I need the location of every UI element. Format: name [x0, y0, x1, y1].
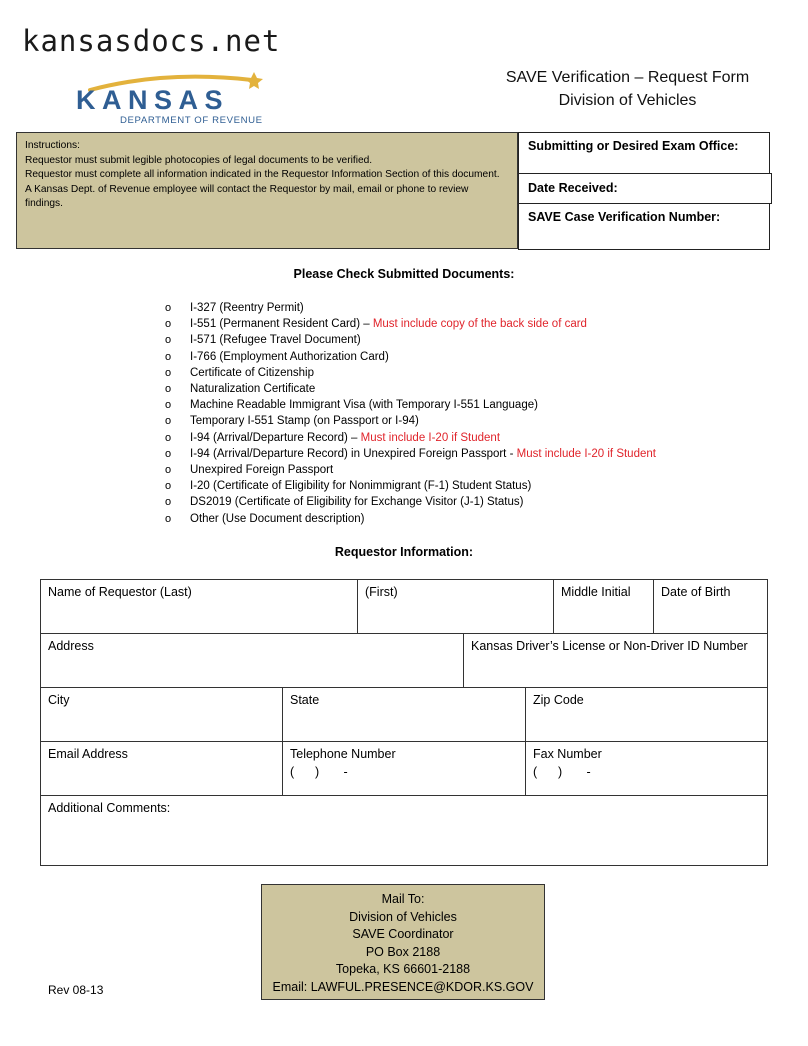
telephone-label: Telephone Number [290, 747, 396, 761]
mail-to-line: Topeka, KS 66601-2188 [335, 962, 471, 977]
document-label: I-94 (Arrival/Departure Record) in Unexpired Foreign Passport - [190, 447, 517, 460]
document-option[interactable] [165, 332, 656, 348]
document-option[interactable] [165, 381, 656, 397]
instructions-heading: Instructions: [25, 140, 80, 151]
document-option[interactable] [165, 462, 656, 478]
logo-subtitle: DEPARTMENT OF REVENUE [120, 115, 263, 126]
checkbox-circle-icon[interactable]: o [165, 512, 172, 525]
checkbox-circle-icon[interactable]: o [165, 480, 172, 493]
email-field[interactable] [40, 741, 283, 796]
document-note: Must include copy of the back side of card [372, 318, 587, 331]
document-label: Naturalization Certificate [190, 383, 316, 396]
checkbox-circle-icon[interactable]: o [165, 318, 172, 331]
telephone-field[interactable] [282, 741, 526, 796]
case-number-field[interactable] [518, 203, 770, 250]
mail-to-email[interactable]: Email: LAWFUL.PRESENCE@KDOR.KS.GOV [272, 979, 534, 994]
checkbox-circle-icon[interactable]: o [165, 334, 172, 347]
document-option[interactable] [165, 397, 656, 413]
checkbox-circle-icon[interactable]: o [165, 302, 172, 314]
document-label: Other (Use Document description) [190, 512, 365, 525]
checkbox-circle-icon[interactable]: o [165, 366, 172, 379]
form-title-line2: Division of Vehicles [558, 92, 697, 109]
document-option[interactable] [165, 413, 656, 429]
document-option[interactable] [165, 365, 656, 381]
document-label: I-571 (Refugee Travel Document) [190, 334, 361, 347]
city-label: City [48, 693, 70, 707]
document-label: DS2019 (Certificate of Eligibility for Exchange Visitor (J-1) Status) [190, 496, 524, 509]
zip-code-field[interactable] [525, 687, 768, 742]
form-title-line1: SAVE Verification – Request Form [505, 69, 750, 86]
checkbox-circle-icon[interactable]: o [165, 383, 172, 396]
checkbox-circle-icon[interactable]: o [165, 464, 172, 477]
document-label: Certificate of Citizenship [190, 366, 314, 379]
date-of-birth-field[interactable] [653, 579, 768, 634]
document-option[interactable] [165, 446, 656, 462]
telephone-format: ( ) - [290, 765, 348, 779]
document-label: Temporary I-551 Stamp (on Passport or I-94) [190, 415, 419, 428]
instruction-line: A Kansas Dept. of Revenue employee will contact the Requestor by mail, email or phone to review findings. [25, 183, 469, 209]
zip-code-label: Zip Code [533, 693, 584, 707]
checkbox-circle-icon[interactable]: o [165, 447, 172, 460]
document-option[interactable] [165, 430, 656, 446]
site-watermark: kansasdocs.net [22, 24, 281, 58]
document-label: Unexpired Foreign Passport [190, 464, 334, 477]
checkbox-circle-icon[interactable]: o [165, 350, 172, 363]
instruction-line: Requestor must complete all information indicated in the Requestor Information Section of this document. [25, 169, 500, 180]
revision-label: Rev 08-13 [48, 983, 104, 997]
city-field[interactable] [40, 687, 283, 742]
state-field[interactable] [282, 687, 526, 742]
checkbox-circle-icon[interactable]: o [165, 399, 172, 412]
license-number-label: Kansas Driver’s License or Non-Driver ID Number [471, 639, 748, 653]
fax-format: ( ) - [533, 765, 591, 779]
document-label: I-551 (Permanent Resident Card) – [190, 318, 373, 331]
document-label: I-327 (Reentry Permit) [190, 302, 304, 314]
date-of-birth-label: Date of Birth [661, 585, 731, 599]
document-label: I-94 (Arrival/Departure Record) – [190, 431, 361, 444]
middle-initial-label: Middle Initial [561, 585, 631, 599]
first-name-field[interactable] [357, 579, 554, 634]
exam-office-field[interactable] [518, 132, 770, 174]
logo-name: KANSAS [76, 85, 230, 115]
document-option[interactable] [165, 478, 656, 494]
documents-checklist [165, 300, 656, 527]
document-note: Must include I-20 if Student [516, 447, 656, 460]
checkbox-circle-icon[interactable]: o [165, 431, 172, 444]
date-received-label: Date Received: [528, 181, 618, 195]
fax-label: Fax Number [533, 747, 602, 761]
mail-to-line: SAVE Coordinator [352, 927, 454, 942]
date-received-field[interactable] [518, 173, 772, 204]
address-label: Address [48, 639, 94, 653]
state-label: State [290, 693, 320, 707]
mail-to-box [261, 884, 545, 1000]
mail-to-line: Division of Vehicles [349, 909, 457, 924]
document-option[interactable] [165, 300, 656, 316]
instruction-line: Requestor must submit legible photocopies of legal documents to be verified. [25, 154, 373, 166]
mail-to-line: PO Box 2188 [365, 944, 441, 959]
document-label: I-766 (Employment Authorization Card) [190, 350, 389, 363]
address-field[interactable] [40, 633, 464, 688]
additional-comments-label: Additional Comments: [48, 801, 171, 815]
last-name-field[interactable] [40, 579, 358, 634]
document-label: Machine Readable Immigrant Visa (with Temporary I-551 Language) [190, 399, 538, 412]
case-number-label: SAVE Case Verification Number: [528, 210, 721, 224]
document-option[interactable] [165, 511, 656, 527]
documents-heading: Please Check Submitted Documents: [293, 267, 515, 281]
document-label: I-20 (Certificate of Eligibility for Nonimmigrant (F-1) Student Status) [190, 480, 532, 493]
document-note: Must include I-20 if Student [360, 431, 501, 444]
requestor-heading: Requestor Information: [334, 545, 474, 559]
additional-comments-field[interactable] [40, 795, 768, 866]
requestor-info-table [40, 579, 768, 866]
email-label: Email Address [48, 747, 128, 761]
last-name-label: Name of Requestor (Last) [48, 585, 192, 599]
form-title [470, 66, 785, 112]
license-number-field[interactable] [463, 633, 768, 688]
middle-initial-field[interactable] [553, 579, 654, 634]
document-option[interactable] [165, 494, 656, 510]
checkbox-circle-icon[interactable]: o [165, 415, 172, 428]
document-option[interactable] [165, 316, 656, 332]
instructions-box [16, 132, 518, 249]
kansas-dor-logo [70, 68, 300, 130]
document-option[interactable] [165, 349, 656, 365]
exam-office-label: Submitting or Desired Exam Office: [528, 139, 739, 153]
checkbox-circle-icon[interactable]: o [165, 496, 172, 509]
fax-field[interactable] [525, 741, 768, 796]
first-name-label: (First) [365, 585, 398, 599]
mail-to-heading: Mail To: [381, 892, 425, 906]
